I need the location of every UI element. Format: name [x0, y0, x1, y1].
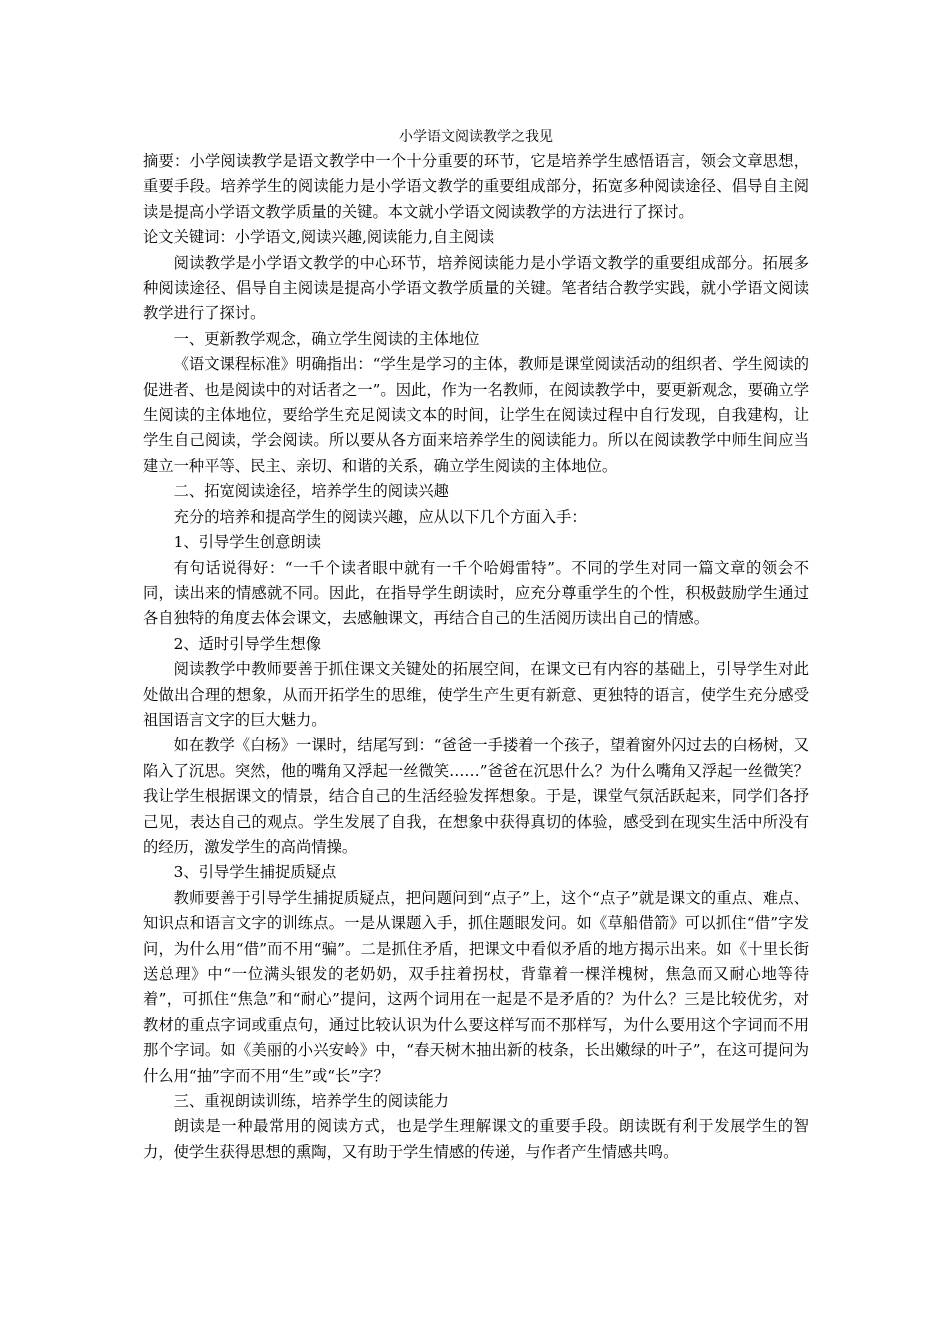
document-title: 小学语文阅读教学之我见 [399, 129, 553, 145]
body-paragraph: 二、拓宽阅读途径，培养学生的阅读兴趣 [173, 482, 449, 501]
body-paragraph: 摘要：小学阅读教学是语文教学中一个十分重要的环节，它是培养学生感悟语言，领会文章思想，重要手段。培养学生的阅读能力是小学语文教学的重要组成部分，拓宽多种阅读途径、倡导自主阅读是提高小学语文教学质量的关键。本文就小学语文阅读教学的方法进行了探讨。 [143, 152, 809, 221]
body-paragraph: 朗读是一种最常用的阅读方式，也是学生理解课文的重要手段。朗读既有利于发展学生的智力，使学生获得思想的熏陶，又有助于学生情感的传递，与作者产生情感共鸣。 [143, 1117, 809, 1161]
document-page [143, 127, 809, 1165]
body-paragraph: 如在教学《白杨》一课时，结尾写到：“爸爸一手搂着一个孩子，望着窗外闪过去的白杨树，又陷入了沉思。突然，他的嘴角又浮起一丝微笑……”爸爸在沉思什么？为什么嘴角又浮起一丝微笑？我让学生根据课文的情景，结合自己的生活经验发挥想象。于是，课堂气氛活跃起来，同学们各抒己见，表达自己的观点。学生发展了自我，在想象中获得真切的体验，感受到在现实生活中所没有的经历，激发学生的高尚情操。 [143, 736, 809, 856]
body-paragraph: 一、更新教学观念，确立学生阅读的主体地位 [173, 329, 480, 348]
body-paragraph: 《语文课程标准》明确指出：“学生是学习的主体，教师是课堂阅读活动的组织者、学生阅读的促进者、也是阅读中的对话者之一”。因此，作为一名教师，在阅读教学中，要更新观念，要确立学生阅读的主体地位，要给学生充足阅读文本的时间，让学生在阅读过程中自行发现，自我建构，让学生自己阅读，学会阅读。所以要从各方面来培养学生的阅读能力。所以在阅读教学中师生间应当建立一种平等、民主、亲切、和谐的关系，确立学生阅读的主体地位。 [143, 355, 809, 475]
body-paragraph: 3、引导学生捕捉质疑点 [173, 863, 337, 882]
body-paragraph: 有句话说得好：“一千个读者眼中就有一千个哈姆雷特”。不同的学生对同一篇文章的领会不同，读出来的情感就不同。因此，在指导学生朗读时，应充分尊重学生的个性，积极鼓励学生通过各自独特的角度去体会课文，去感触课文，再结合自己的生活阅历读出自己的情感。 [143, 558, 809, 628]
body-paragraph: 教师要善于引导学生捕捉质疑点，把问题问到“点子”上，这个“点子”就是课文的重点、难点、知识点和语言文字的训练点。一是从课题入手，抓住题眼发问。如《草船借箭》可以抓住“借”字发问，为什么用“借”而不用“骗”。二是抓住矛盾，把课文中看似矛盾的地方揭示出来。如《十里长街送总理》中“一位满头银发的老奶奶，双手拄着拐杖，背靠着一棵洋槐树，焦急而又耐心地等待着”，可抓住“焦急”和“耐心”提问，这两个词用在一起是不是矛盾的？为什么？三是比较优劣，对教材的重点字词或重点句，通过比较认识为什么要这样写而不那样写，为什么要用这个字词而不用那个字词。如《美丽的小兴安岭》中，“春天树木抽出新的枝条，长出嫩绿的叶子”，在这可提问为什么用“抽”字而不用“生”或“长”字？ [143, 888, 809, 1085]
body-paragraph: 三、重视朗读训练，培养学生的阅读能力 [173, 1092, 449, 1111]
body-paragraph: 阅读教学中教师要善于抓住课文关键处的拓展空间，在课文已有内容的基础上，引导学生对此处做出合理的想象，从而开拓学生的思维，使学生产生更有新意、更独特的语言，使学生充分感受祖国语言文字的巨大魅力。 [143, 660, 809, 729]
document-body [143, 149, 809, 1165]
body-paragraph: 论文关键词：小学语文,阅读兴趣,阅读能力,自主阅读 [143, 228, 495, 247]
body-paragraph: 2、适时引导学生想像 [173, 634, 321, 653]
body-paragraph: 充分的培养和提高学生的阅读兴趣，应从以下几个方面入手： [173, 507, 587, 526]
body-paragraph: 1、引导学生创意朗读 [173, 533, 321, 552]
body-paragraph: 阅读教学是小学语文教学的中心环节，培养阅读能力是小学语文教学的重要组成部分。拓展多种阅读途径、倡导自主阅读是提高小学语文教学质量的关键。笔者结合教学实践，就小学语文阅读教学进行了探讨。 [143, 253, 809, 323]
